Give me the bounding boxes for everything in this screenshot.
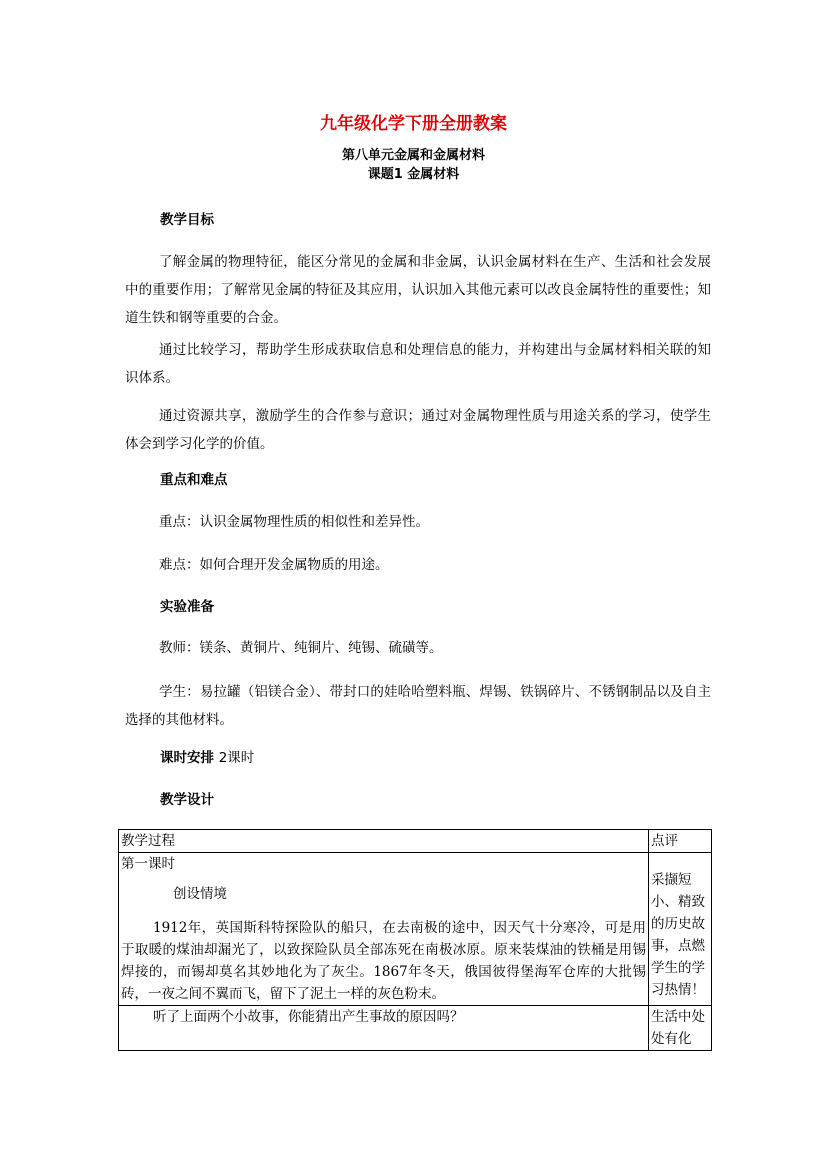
process-cell bbox=[119, 1006, 649, 1051]
process-cell bbox=[119, 853, 649, 1006]
question-text: 听了上面两个小故事，你能猜出产生事故的原因吗？ bbox=[153, 1009, 464, 1025]
comment-cell bbox=[649, 1006, 712, 1051]
table-row bbox=[119, 1006, 712, 1051]
process-header: 教学过程 bbox=[119, 830, 649, 853]
story-text: 1912年，英国斯科特探险队的船只，在去南极的途中，因天气十分寒冷，可是用于取暖的煤油却漏光了，以致探险队员全部冻死在南极冰原。原来装煤油的铁桶是用锡焊接的，而锡却莫名其妙地化为了灰尘。1867年冬天，俄国彼得堡海军仓库的大批锡砖，一夜之间不翼而飞，留下了泥土一样的灰色粉末。 bbox=[121, 920, 646, 1002]
comment-cell bbox=[649, 853, 712, 1006]
table-header-row bbox=[119, 830, 712, 853]
schedule-heading: 课时安排 bbox=[160, 750, 214, 766]
lesson-title: 课题1 金属材料 bbox=[367, 167, 460, 182]
objective-paragraph-1: 了解金属的物理特征，能区分常见的金属和非金属，认识金属材料在生产、生活和社会发展中的重要作用；了解常见金属的特征及其应用，认识加入其他元素可以改良金属特性的重要性；知道生铁和钢等重要的合金。 bbox=[125, 254, 711, 326]
unit-title: 第八单元金属和金属材料 bbox=[341, 148, 485, 163]
comment-header: 点评 bbox=[649, 830, 712, 853]
schedule-value: 2课时 bbox=[218, 750, 255, 766]
table-row bbox=[119, 853, 712, 1006]
schedule-line bbox=[160, 748, 254, 768]
comment-text: 生活中处处有化 bbox=[651, 1009, 705, 1047]
objective-paragraph-3: 通过资源共享，激励学生的合作参与意识；通过对金属物理性质与用途关系的学习，使学生体会到学习化学的价值。 bbox=[125, 408, 711, 452]
key-points-heading: 重点和难点 bbox=[160, 472, 228, 488]
section-label: 创设情境 bbox=[173, 886, 227, 902]
prep-heading: 实验准备 bbox=[160, 599, 214, 615]
objectives-heading: 教学目标 bbox=[160, 212, 214, 228]
lesson-table bbox=[118, 829, 712, 1051]
student-prep-text: 学生：易拉罐（铝镁合金）、带封口的娃哈哈塑料瓶、焊锡、铁锅碎片、不锈钢制品以及自主选择的其他材料。 bbox=[125, 684, 711, 728]
document-title: 九年级化学下册全册教案 bbox=[320, 114, 507, 134]
lesson-label: 第一课时 bbox=[121, 856, 175, 872]
difficult-point-text: 难点：如何合理开发金属物质的用途。 bbox=[159, 557, 389, 573]
design-heading: 教学设计 bbox=[160, 792, 214, 808]
objective-paragraph-2: 通过比较学习，帮助学生形成获取信息和处理信息的能力，并构建出与金属材料相关联的知识体系。 bbox=[125, 342, 711, 386]
key-point-text: 重点：认识金属物理性质的相似性和差异性。 bbox=[159, 514, 429, 530]
teacher-prep-text: 教师：镁条、黄铜片、纯铜片、纯锡、硫磺等。 bbox=[159, 640, 443, 656]
comment-text: 采撷短小、精致的历史故事，点燃学生的学习热情！ bbox=[651, 872, 705, 998]
